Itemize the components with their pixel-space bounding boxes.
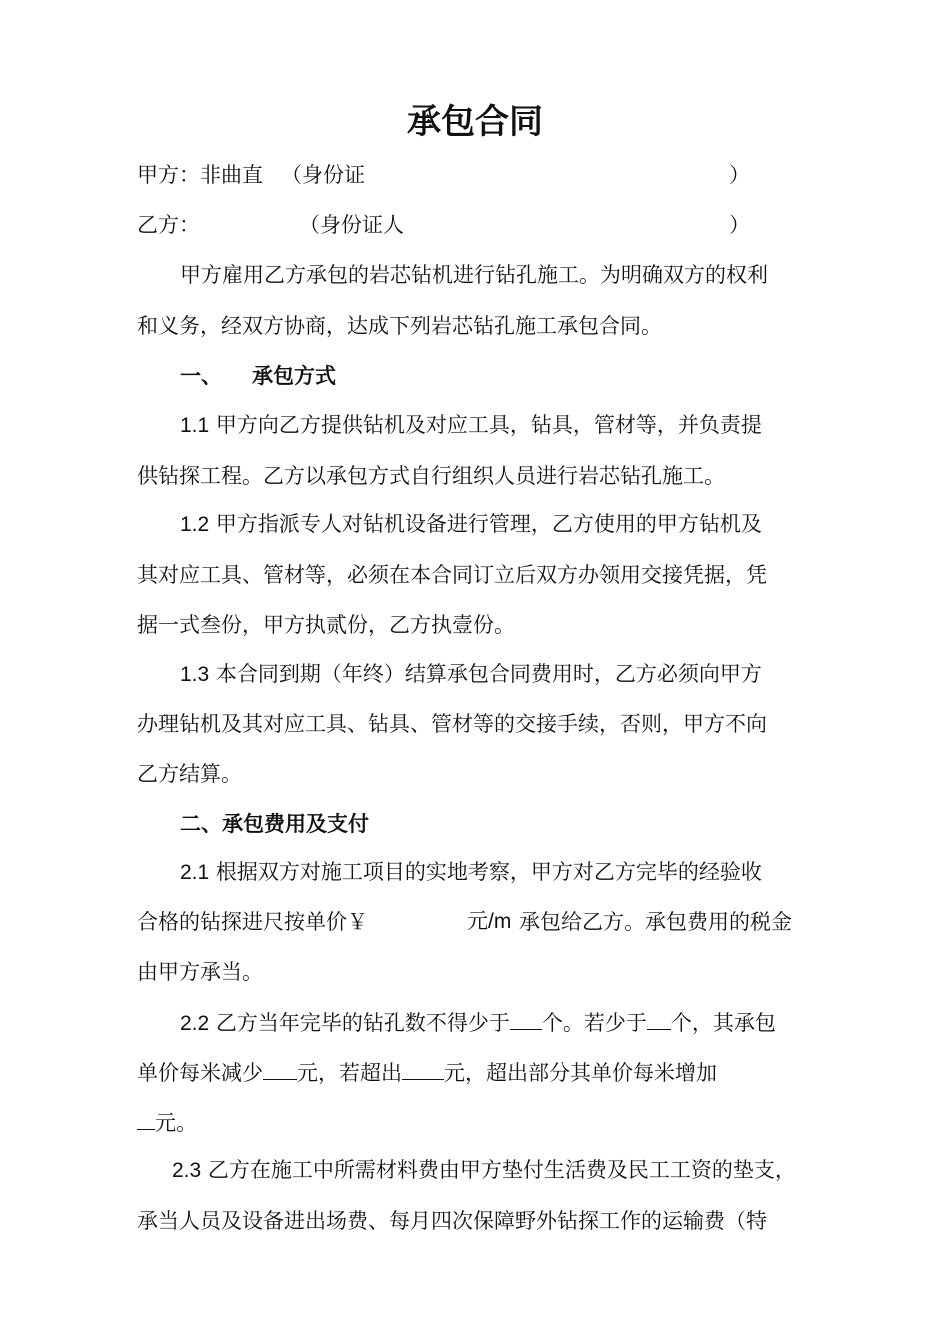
min-holes-blank <box>510 1007 542 1030</box>
p2-2-text-g: 元。 <box>155 1111 197 1135</box>
intro-line-2: 和义务，经双方协商，达成下列岩芯钻孔施工承包合同。 <box>137 314 662 338</box>
p2-2-text-e: 元，若超出 <box>297 1061 402 1085</box>
p1-3-line-2: 办理钻机及其对应工具、钻具、管材等的交接手续，否则，甲方不向 <box>137 712 767 736</box>
p2-1-number: 2.1 <box>180 861 210 884</box>
p2-2-text-a: 乙方当年完毕的钻孔数不得少于 <box>215 1011 510 1035</box>
party-a-id-close: ） <box>729 163 750 187</box>
party-a-line <box>137 160 827 190</box>
p2-1-line-1 <box>180 857 870 887</box>
p2-2-text-d: 单价每米减少 <box>137 1061 263 1085</box>
p2-3-line-2: 承当人员及设备进出场费、每月四次保障野外钻探工作的运输费（特 <box>137 1209 767 1233</box>
p1-1-text-1: 甲方向乙方提供钻机及对应工具，钻具，管材等，并负责提 <box>215 413 762 437</box>
p1-3-line-1 <box>180 659 870 689</box>
p1-2-text-1: 甲方指派专人对钻机设备进行管理，乙方使用的甲方钻机及 <box>215 512 762 536</box>
document-title: 承包合同 <box>407 102 543 142</box>
increase-blank <box>137 1107 155 1130</box>
p1-2-line-1 <box>180 509 870 539</box>
p1-3-line-3: 乙方结算。 <box>137 762 242 786</box>
p1-2-number: 1.2 <box>180 513 210 536</box>
p1-2-line-3: 据一式叁份，甲方执贰份，乙方执壹份。 <box>137 613 515 637</box>
p1-2-line-2: 其对应工具、管材等，必须在本合同订立后双方办领用交接凭据，凭 <box>137 563 767 587</box>
p1-1-number: 1.1 <box>180 414 210 437</box>
p2-1-text-1: 根据双方对施工项目的实地考察，甲方对乙方完毕的经验收 <box>215 860 762 884</box>
party-b-id-open: （身份证人 <box>299 213 404 237</box>
p2-2-text-c: 个，其承包 <box>670 1011 776 1035</box>
section-2-heading: 二、承包费用及支付 <box>180 811 369 836</box>
p1-1-line-2: 供钻探工程。乙方以承包方式自行组织人员进行岩芯钻孔施工。 <box>137 464 725 488</box>
p2-3-text-1: 乙方在施工中所需材料费由甲方垫付生活费及民工工资的垫支， <box>207 1158 796 1182</box>
p2-1-text-2c: 承包给乙方。承包费用的税金 <box>519 910 792 934</box>
exceed-blank <box>402 1057 444 1080</box>
reduction-blank <box>263 1057 297 1080</box>
section-1-number: 一、 <box>180 363 222 388</box>
p1-1-line-1 <box>180 410 870 440</box>
p2-3-number: 2.3 <box>172 1159 202 1182</box>
party-b-line <box>137 210 827 240</box>
p2-2-line-1 <box>180 1007 870 1037</box>
section-1-title: 承包方式 <box>252 363 336 388</box>
unit-price-unit: 元/m <box>467 910 512 933</box>
p2-2-line-2 <box>137 1057 827 1087</box>
p2-3-line-1 <box>172 1155 872 1185</box>
party-a-label: 甲方：非曲直 <box>137 163 263 187</box>
section-1-heading <box>180 361 870 391</box>
unit-price-label: 合格的钻探进尺按单价￥ <box>137 910 368 934</box>
p1-3-text-1: 本合同到期（年终）结算承包合同费用时，乙方必须向甲方 <box>215 662 762 686</box>
p2-2-number: 2.2 <box>180 1012 210 1035</box>
p2-2-line-3 <box>137 1107 827 1137</box>
p1-3-number: 1.3 <box>180 663 210 686</box>
shortfall-blank <box>647 1007 671 1030</box>
party-b-label: 乙方： <box>137 213 200 237</box>
p2-2-text-f: 元，超出部分其单价每米增加 <box>444 1061 717 1085</box>
p2-1-line-3: 由甲方承当。 <box>137 960 263 984</box>
p2-1-line-2 <box>137 907 827 937</box>
party-b-id-close: ） <box>729 213 750 237</box>
intro-line-1: 甲方雇用乙方承包的岩芯钻机进行钻孔施工。为明确双方的权利 <box>180 263 768 287</box>
party-a-id-open: （身份证 <box>281 163 365 187</box>
p2-2-text-b: 个。若少于 <box>541 1011 647 1035</box>
